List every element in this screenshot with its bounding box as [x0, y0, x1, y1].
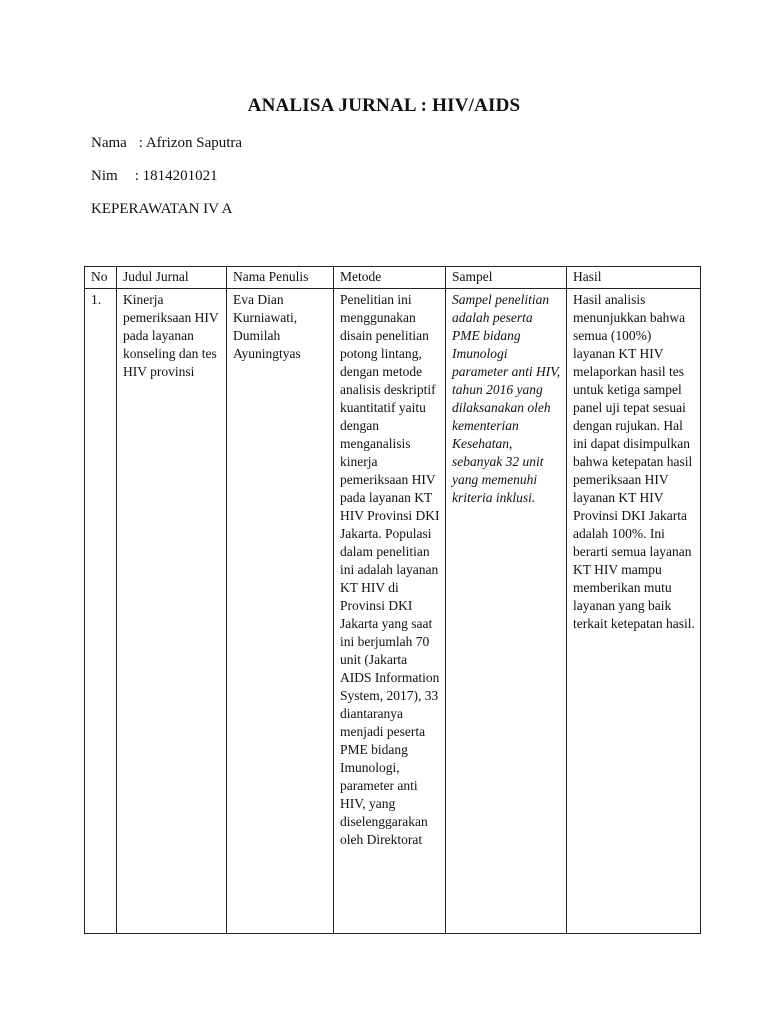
name-value: : Afrizon Saputra	[135, 135, 243, 151]
header-sampel: Sampel	[446, 267, 567, 289]
header-metode: Metode	[334, 267, 446, 289]
document-title: ANALISA JURNAL : HIV/AIDS	[247, 95, 521, 116]
header-judul-jurnal: Judul Jurnal	[117, 267, 227, 289]
student-id-line	[91, 168, 218, 185]
cell-judul-jurnal: Kinerja pemeriksaan HIV pada layanan konseling dan tes HIV provinsi	[117, 289, 227, 934]
name-label: Nama	[91, 135, 127, 151]
table-header-row	[85, 267, 701, 289]
cell-no: 1.	[85, 289, 117, 934]
header-hasil: Hasil	[567, 267, 701, 289]
header-nama-penulis: Nama Penulis	[227, 267, 334, 289]
table-row	[85, 289, 701, 934]
cell-sampel: Sampel penelitian adalah peserta PME bidang Imunologi parameter anti HIV, tahun 2016 yang dilaksanakan oleh kementerian Kesehatan, sebanyak 32 unit yang memenuhi kriteria inklusi.	[446, 289, 567, 934]
cell-nama-penulis: Eva Dian Kurniawati, Dumilah Ayuningtyas	[227, 289, 334, 934]
header-no: No	[85, 267, 117, 289]
class-line: KEPERAWATAN IV A	[91, 201, 233, 217]
nim-value: : 1814201021	[131, 168, 218, 184]
student-name-line	[91, 135, 242, 152]
cell-metode: Penelitian ini menggunakan disain penelitian potong lintang, dengan metode analisis deskriptif kuantitatif yaitu dengan menganalisis kinerja pemeriksaan HIV pada layanan KT HIV Provinsi DKI Jakarta. Populasi dalam penelitian ini adalah layanan KT HIV di Provinsi DKI Jakarta yang saat ini berjumlah 70 unit (Jakarta AIDS Information System, 2017), 33 diantaranya menjadi peserta PME bidang Imunologi, parameter anti HIV, yang diselenggarakan oleh Direktorat	[334, 289, 446, 934]
nim-label: Nim	[91, 168, 118, 184]
cell-hasil: Hasil analisis menunjukkan bahwa semua (100%) layanan KT HIV melaporkan hasil tes untuk ketiga sampel panel uji tepat sesuai dengan rujukan. Hal ini dapat disimpulkan bahwa ketepatan hasil pemeriksaan HIV layanan KT HIV Provinsi DKI Jakarta adalah 100%. Ini berarti semua layanan KT HIV mampu memberikan mutu layanan yang baik terkait ketepatan hasil.	[567, 289, 701, 934]
journal-analysis-table	[84, 266, 701, 934]
